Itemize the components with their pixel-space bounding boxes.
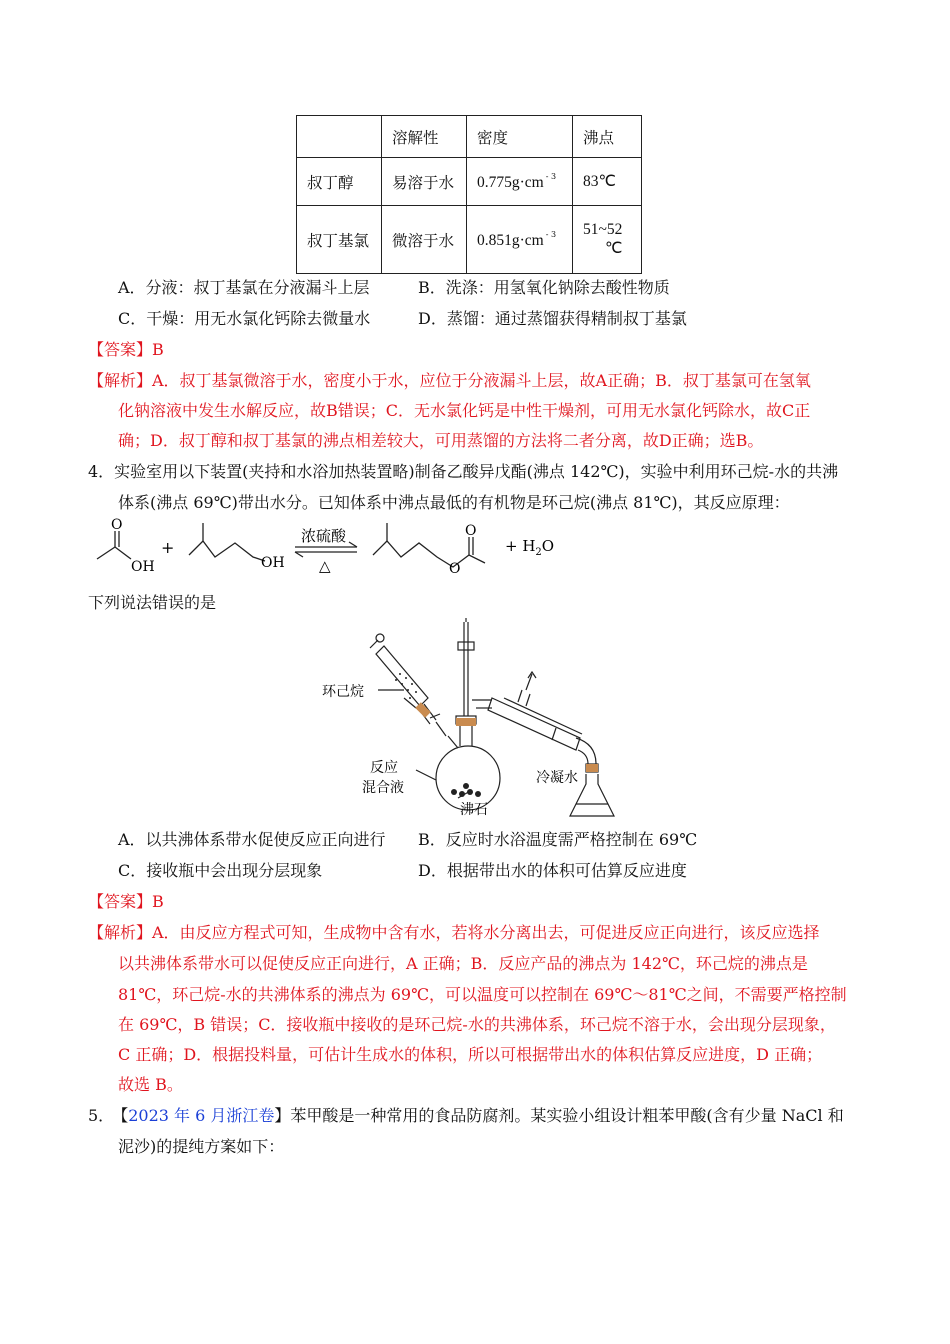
table-cell-density [467, 158, 573, 206]
label-reaction-mix-2: 混合液 [362, 780, 404, 796]
q3-option-a: A．分液：叔丁基氯在分液漏斗上层 [118, 278, 370, 297]
q4-option-d: D．根据带出水的体积可估算反应进度 [418, 861, 687, 880]
table-cell-density [467, 206, 573, 274]
density-value: 0.775g·cm [477, 173, 544, 191]
q5-bracket-l: 【 [120, 1106, 129, 1125]
q3-option-d: D．蒸馏：通过蒸馏获得精制叔丁基氯 [418, 309, 687, 328]
table-cell-bp: 83℃ [573, 158, 642, 206]
bp-line-1: 51~52 [583, 221, 623, 238]
table-cell-bp [573, 206, 642, 274]
q4-stem-line: 体系(沸点 69℃)带出水分。已知体系中沸点最低的有机物是环己烷(沸点 81℃)，其反应原理： [118, 493, 790, 512]
q4-analysis-line: C 正确；D．根据投料量，可估计生成水的体积，所以可根据带出水的体积估算反应进度，D 正确； [118, 1045, 823, 1064]
q5-source-text: 2023 年 6 月浙江卷 [128, 1106, 275, 1125]
table-cell-name: 叔丁基氯 [297, 206, 382, 274]
q3-option-b: B．洗涤：用氢氧化钠除去酸性物质 [418, 278, 670, 297]
bp-line-2: ℃ [605, 240, 623, 257]
q3-analysis-line: 【解析】A．叔丁基氯微溶于水，密度小于水，应位于分液漏斗上层，故A正确；B．叔丁基氯可在氢氧 [88, 371, 811, 390]
table-header-cell: 溶解性 [382, 116, 467, 158]
q5-source [120, 1106, 290, 1125]
q4-option-a: A．以共沸体系带水促使反应正向进行 [118, 830, 386, 849]
property-table [296, 115, 642, 274]
acid-o-label: O [111, 517, 123, 533]
ester-o-label: O [449, 561, 461, 577]
q4-answer: 【答案】B [88, 892, 164, 911]
label-cyclohexane: 环己烷 [322, 684, 364, 700]
label-reaction-mix-1: 反应 [370, 760, 398, 776]
table-cell-solubility: 微溶于水 [382, 206, 467, 274]
density-exponent: - 3 [545, 229, 557, 239]
q5-stem-rest: 苯甲酸是一种常用的食品防腐剂。某实验小组设计粗苯甲酸(含有少量 NaCl 和 [290, 1106, 844, 1125]
q4-option-c: C．接收瓶中会出现分层现象 [118, 861, 323, 880]
table-header-cell: 沸点 [573, 116, 642, 158]
condition-bottom: △ [319, 557, 331, 575]
ester-o-top-label: O [465, 523, 477, 539]
condition-top: 浓硫酸 [301, 527, 347, 545]
q4-analysis-line: 以共沸体系带水可以促使反应正向进行，A 正确；B．反应产品的沸点为 142℃，环己烷的沸点是 [118, 954, 808, 973]
q4-prompt: 下列说法错误的是 [88, 593, 217, 612]
q5-bracket-r: 】 [274, 1106, 291, 1125]
label-boiling-chips: 沸石 [460, 802, 488, 818]
q5-stem-line2: 泥沙)的提纯方案如下： [118, 1137, 285, 1156]
alcohol-oh-label: OH [261, 555, 285, 571]
apparatus-diagram [320, 618, 640, 823]
label-condenser-water: 冷凝水 [536, 770, 578, 786]
q4-analysis-line: 81℃，环己烷-水的共沸体系的沸点为 69℃，可以温度可以控制在 69℃～81℃之间，不需要严格控制 [118, 985, 847, 1004]
density-exponent: - 3 [545, 171, 557, 181]
q3-analysis-line: 确；D．叔丁醇和叔丁基氯的沸点相差较大，可用蒸馏的方法将二者分离，故D正确；选B。 [118, 431, 764, 450]
q4-analysis-line: 故选 B。 [118, 1075, 183, 1094]
q5-number: 5． [88, 1106, 115, 1125]
reaction-equation [85, 515, 575, 585]
table-row [297, 158, 642, 206]
table-header-cell: 密度 [467, 116, 573, 158]
water-h [505, 537, 554, 558]
water-h-text: + H [505, 537, 536, 555]
q4-stem-line: 4．实验室用以下装置(夹持和水浴加热装置略)制备乙酸异戊酯(沸点 142℃)，实验中利用环己烷-水的共沸 [88, 462, 839, 481]
q3-analysis-line: 化钠溶液中发生水解反应，故B错误；C．无水氯化钙是中性干燥剂，可用无水氯化钙除水，故C正 [118, 401, 811, 420]
water-o: O [541, 537, 555, 555]
q3-answer: 【答案】B [88, 340, 164, 359]
q3-option-c: C．干燥：用无水氯化钙除去微量水 [118, 309, 371, 328]
table-cell-name: 叔丁醇 [297, 158, 382, 206]
acid-oh-label: OH [131, 559, 155, 575]
q4-analysis-line: 在 69℃，B 错误；C．接收瓶中接收的是环己烷-水的共沸体系，环己烷不溶于水，会出现分层现象， [118, 1015, 836, 1034]
water-subscript: 2 [535, 547, 542, 558]
density-value: 0.851g·cm [477, 231, 544, 249]
q5-stem [88, 1105, 844, 1127]
q4-analysis-line: 【解析】A．由反应方程式可知，生成物中含有水，若将水分离出去，可促进反应正向进行，该反应选择 [88, 923, 820, 942]
plus-sign: + [161, 538, 175, 557]
table-row [297, 206, 642, 274]
q4-option-b: B．反应时水浴温度需严格控制在 69℃ [418, 830, 698, 849]
table-cell-solubility: 易溶于水 [382, 158, 467, 206]
table-header-row [297, 116, 642, 158]
table-header-cell [297, 116, 382, 158]
